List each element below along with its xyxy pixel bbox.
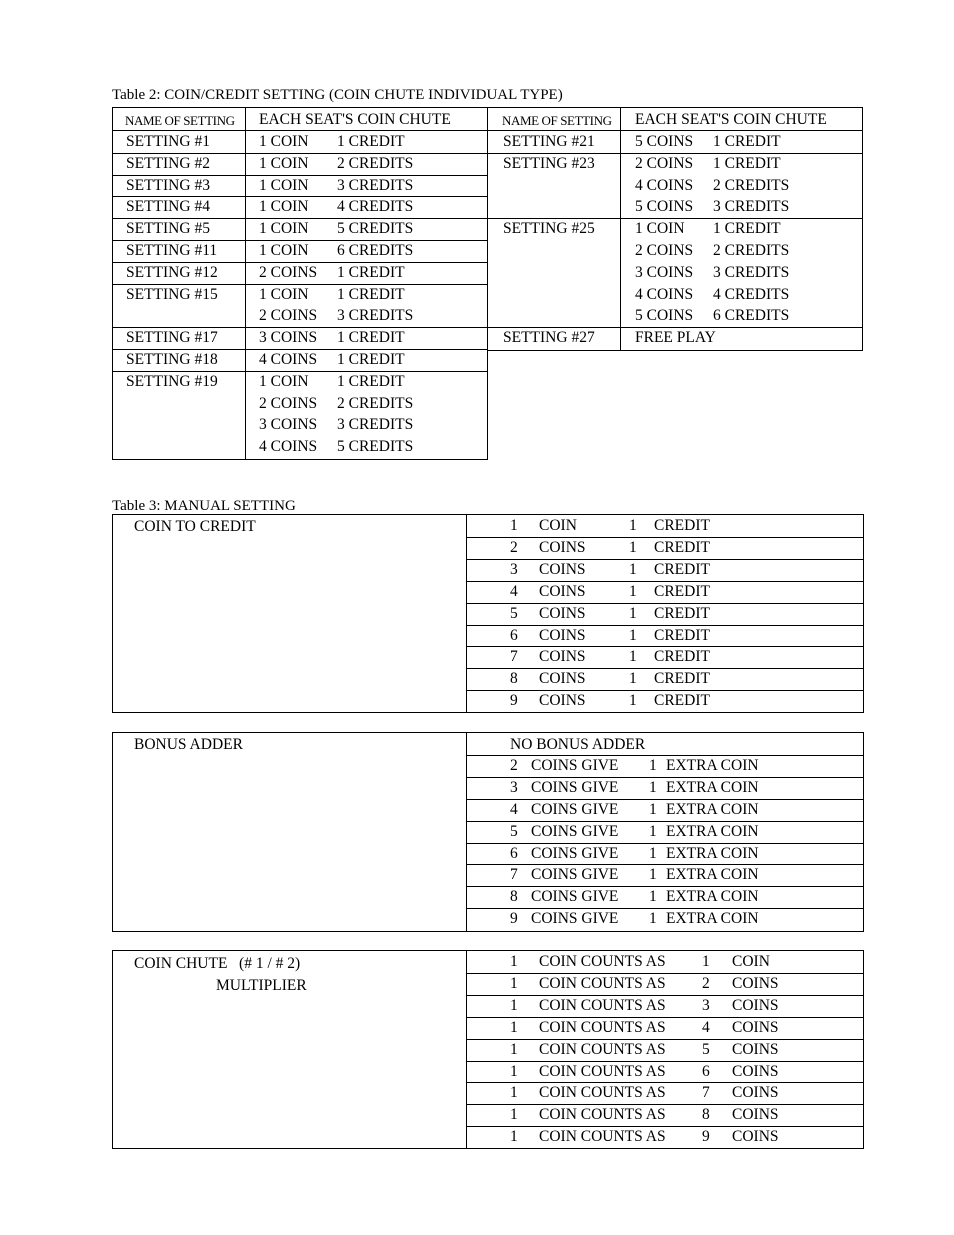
setting-name: SETTING #19 xyxy=(126,372,218,390)
table2-right-col-divider xyxy=(620,108,621,350)
coin-chute-multiplier-cell: COIN COUNTS AS xyxy=(539,1062,666,1080)
coin-chute-multiplier-cell: 3 xyxy=(702,996,710,1014)
bonus-adder-divider xyxy=(466,733,467,931)
setting-credits: 1 CREDIT xyxy=(337,372,405,390)
coin-to-credit-cell: 5 xyxy=(510,604,518,622)
bonus-adder-cell: COINS GIVE xyxy=(531,756,619,774)
coin-to-credit-cell: COIN xyxy=(539,517,577,534)
setting-credits: 1 CREDIT xyxy=(337,133,405,150)
coin-to-credit-cell: COINS xyxy=(539,560,586,578)
setting-coins: 3 COINS xyxy=(259,416,318,434)
setting-credits: 3 CREDITS xyxy=(713,263,790,281)
setting-coins: 1 COIN xyxy=(259,154,309,172)
coin-chute-multiplier-cell: COIN xyxy=(732,953,770,970)
bonus-adder-cell: 2 xyxy=(510,756,518,774)
bonus-adder-cell: EXTRA COIN xyxy=(666,888,759,906)
bonus-adder-cell: 6 xyxy=(510,844,518,862)
coin-to-credit-cell: 1 xyxy=(629,604,637,622)
coin-chute-multiplier-cell: COINS xyxy=(732,974,779,992)
setting-coins: 4 COINS xyxy=(259,438,318,456)
bonus-adder-row-separator xyxy=(466,864,863,865)
setting-coins: 1 COIN xyxy=(259,372,309,390)
setting-coins: 2 COINS xyxy=(259,307,318,325)
setting-name: SETTING #27 xyxy=(503,329,595,347)
coin-chute-multiplier-block xyxy=(112,950,864,1149)
setting-credits: 1 CREDIT xyxy=(337,329,405,347)
coin-chute-multiplier-divider xyxy=(466,951,467,1148)
setting-coins: 1 COIN xyxy=(259,133,309,150)
coin-to-credit-cell: 6 xyxy=(510,626,518,644)
coin-to-credit-cell: 1 xyxy=(629,560,637,578)
setting-coins: 5 COINS xyxy=(635,307,694,325)
table2-left-header-name: NAME OF SETTING xyxy=(125,113,235,128)
coin-chute-multiplier-cell: 1 xyxy=(510,1084,518,1102)
setting-coins: 1 COIN xyxy=(259,176,309,194)
coin-to-credit-cell: 1 xyxy=(629,538,637,556)
setting-credits: 3 CREDITS xyxy=(337,176,414,194)
coin-to-credit-cell: COINS xyxy=(539,648,586,666)
coin-to-credit-cell: 1 xyxy=(629,517,637,534)
coin-chute-multiplier-cell: 4 xyxy=(702,1018,710,1036)
setting-credits: 4 CREDITS xyxy=(337,198,414,216)
bonus-adder-cell: 3 xyxy=(510,778,518,796)
setting-coins: 3 COINS xyxy=(635,263,694,281)
setting-credits: 6 CREDITS xyxy=(337,242,414,259)
multiplier-label: MULTIPLIER xyxy=(216,977,307,994)
coin-to-credit-cell: CREDIT xyxy=(654,560,710,578)
setting-name: SETTING #12 xyxy=(126,263,218,281)
coin-chute-multiplier-cell: COINS xyxy=(732,996,779,1014)
coin-chute-multiplier-cell: 8 xyxy=(702,1106,710,1124)
setting-credits: 6 CREDITS xyxy=(713,307,790,325)
coin-chute-multiplier-cell: COIN COUNTS AS xyxy=(539,1128,666,1146)
table2-left xyxy=(112,107,488,460)
setting-credits: 2 CREDITS xyxy=(713,242,790,259)
bonus-adder-cell: 5 xyxy=(510,822,518,840)
coin-chute-label: COIN CHUTE (# 1 / # 2) xyxy=(134,955,301,972)
setting-name: SETTING #21 xyxy=(503,133,595,150)
coin-to-credit-cell: CREDIT xyxy=(654,604,710,622)
setting-coins: 2 COINS xyxy=(635,154,694,172)
setting-name: SETTING #18 xyxy=(126,351,218,368)
setting-credits: 4 CREDITS xyxy=(713,285,790,303)
coin-to-credit-label: COIN TO CREDIT xyxy=(134,518,256,535)
coin-to-credit-cell: COINS xyxy=(539,626,586,644)
bonus-adder-cell: COINS GIVE xyxy=(531,866,619,884)
coin-chute-multiplier-cell: 5 xyxy=(702,1040,710,1058)
coin-chute-multiplier-cell: 1 xyxy=(510,1128,518,1146)
setting-credits: 3 CREDITS xyxy=(713,198,790,216)
coin-to-credit-cell: CREDIT xyxy=(654,582,710,600)
bonus-adder-cell: 9 xyxy=(510,910,518,928)
coin-to-credit-cell: COINS xyxy=(539,604,586,622)
setting-name: SETTING #15 xyxy=(126,285,218,303)
setting-name: SETTING #1 xyxy=(126,133,210,150)
coin-chute-multiplier-cell: 1 xyxy=(510,953,518,970)
bonus-adder-label: BONUS ADDER xyxy=(134,736,243,753)
setting-credits: 5 CREDITS xyxy=(337,438,414,456)
setting-credits: 5 CREDITS xyxy=(337,220,414,238)
coin-to-credit-cell: 1 xyxy=(629,582,637,600)
setting-credits: 1 CREDIT xyxy=(337,263,405,281)
table2-left-header-chute: EACH SEAT'S COIN CHUTE xyxy=(259,111,451,128)
setting-name: SETTING #2 xyxy=(126,154,210,172)
bonus-adder-cell: COINS GIVE xyxy=(531,888,619,906)
coin-chute-multiplier-cell: 1 xyxy=(510,996,518,1014)
coin-chute-multiplier-cell: COINS xyxy=(732,1128,779,1146)
bonus-adder-row-separator xyxy=(466,908,863,909)
setting-credits: 1 CREDIT xyxy=(713,220,781,238)
setting-credits: 2 CREDITS xyxy=(337,394,414,412)
setting-coins: 5 COINS xyxy=(635,198,694,216)
coin-to-credit-cell: 8 xyxy=(510,670,518,688)
coin-chute-multiplier-cell: COIN COUNTS AS xyxy=(539,953,666,970)
bonus-adder-cell: 1 xyxy=(649,910,657,928)
coin-to-credit-cell: 7 xyxy=(510,648,518,666)
setting-coins: 1 COIN xyxy=(259,220,309,238)
setting-credits: 2 CREDITS xyxy=(713,176,790,194)
coin-to-credit-cell: CREDIT xyxy=(654,648,710,666)
coin-to-credit-divider xyxy=(466,515,467,712)
setting-coins: 4 COINS xyxy=(259,351,318,368)
coin-chute-multiplier-cell: COIN COUNTS AS xyxy=(539,1018,666,1036)
bonus-adder-cell: 1 xyxy=(649,844,657,862)
setting-coins: 1 COIN xyxy=(259,198,309,216)
coin-to-credit-cell: COINS xyxy=(539,538,586,556)
bonus-adder-row-separator xyxy=(466,755,863,756)
setting-name: SETTING #25 xyxy=(503,220,595,238)
setting-coins: 4 COINS xyxy=(635,285,694,303)
coin-chute-multiplier-cell: COIN COUNTS AS xyxy=(539,1040,666,1058)
coin-to-credit-block xyxy=(112,514,864,713)
bonus-adder-cell: COINS GIVE xyxy=(531,778,619,796)
bonus-adder-cell: 1 xyxy=(649,888,657,906)
coin-to-credit-cell: 4 xyxy=(510,582,518,600)
coin-chute-multiplier-cell: 1 xyxy=(510,1062,518,1080)
bonus-adder-cell: EXTRA COIN xyxy=(666,844,759,862)
coin-chute-multiplier-cell: COINS xyxy=(732,1062,779,1080)
setting-coins: 2 COINS xyxy=(259,263,318,281)
coin-to-credit-cell: COINS xyxy=(539,670,586,688)
bonus-adder-cell: 7 xyxy=(510,866,518,884)
header-separator xyxy=(488,130,862,131)
setting-name: SETTING #5 xyxy=(126,220,210,238)
bonus-adder-cell: COINS GIVE xyxy=(531,800,619,818)
bonus-adder-row-separator xyxy=(466,799,863,800)
setting-coins: 5 COINS xyxy=(635,133,694,150)
bonus-adder-cell: EXTRA COIN xyxy=(666,800,759,818)
bonus-adder-block xyxy=(112,732,864,932)
coin-to-credit-cell: CREDIT xyxy=(654,517,710,534)
coin-to-credit-cell: CREDIT xyxy=(654,670,710,688)
coin-chute-multiplier-cell: COIN COUNTS AS xyxy=(539,1106,666,1124)
setting-credits: 1 CREDIT xyxy=(337,351,405,368)
coin-chute-multiplier-cell: 2 xyxy=(702,974,710,992)
setting-name: SETTING #3 xyxy=(126,176,210,194)
bonus-adder-cell: 1 xyxy=(649,822,657,840)
coin-to-credit-cell: 3 xyxy=(510,560,518,578)
setting-value: FREE PLAY xyxy=(635,329,716,347)
setting-credits: 2 CREDITS xyxy=(337,154,414,172)
coin-chute-multiplier-cell: 1 xyxy=(702,953,710,970)
bonus-adder-cell: COINS GIVE xyxy=(531,844,619,862)
setting-name: SETTING #11 xyxy=(126,242,218,259)
table2-right xyxy=(487,107,863,351)
bonus-adder-cell: EXTRA COIN xyxy=(666,756,759,774)
bonus-adder-row-separator xyxy=(466,886,863,887)
setting-coins: 1 COIN xyxy=(635,220,685,238)
setting-coins: 2 COINS xyxy=(635,242,694,259)
coin-chute-multiplier-cell: 1 xyxy=(510,1018,518,1036)
bonus-adder-cell: COINS GIVE xyxy=(531,910,619,928)
bonus-adder-cell: EXTRA COIN xyxy=(666,866,759,884)
coin-chute-multiplier-cell: 6 xyxy=(702,1062,710,1080)
bonus-adder-row-separator xyxy=(466,777,863,778)
table2-right-header-name: NAME OF SETTING xyxy=(502,113,612,128)
coin-to-credit-cell: 1 xyxy=(629,692,637,710)
bonus-adder-cell: 1 xyxy=(649,778,657,796)
table2-caption: Table 2: COIN/CREDIT SETTING (COIN CHUTE INDIVIDUAL TYPE) xyxy=(112,87,563,103)
bonus-adder-cell: 1 xyxy=(649,756,657,774)
setting-name: SETTING #23 xyxy=(503,154,595,172)
setting-coins: 1 COIN xyxy=(259,285,309,303)
header-separator xyxy=(113,130,487,131)
coin-chute-multiplier-cell: COINS xyxy=(732,1084,779,1102)
bonus-adder-cell: EXTRA COIN xyxy=(666,822,759,840)
bonus-adder-cell: 1 xyxy=(649,800,657,818)
coin-chute-multiplier-cell: COINS xyxy=(732,1040,779,1058)
no-bonus-adder-text: NO BONUS ADDER xyxy=(510,736,646,753)
coin-chute-multiplier-cell: 1 xyxy=(510,974,518,992)
coin-chute-multiplier-cell: 7 xyxy=(702,1084,710,1102)
coin-chute-multiplier-cell: COINS xyxy=(732,1018,779,1036)
setting-coins: 1 COIN xyxy=(259,242,309,259)
coin-chute-multiplier-cell: COIN COUNTS AS xyxy=(539,996,666,1014)
coin-to-credit-cell: 2 xyxy=(510,538,518,556)
bonus-adder-cell: EXTRA COIN xyxy=(666,910,759,928)
coin-to-credit-cell: CREDIT xyxy=(654,692,710,710)
setting-coins: 3 COINS xyxy=(259,329,318,347)
coin-to-credit-cell: CREDIT xyxy=(654,626,710,644)
coin-chute-multiplier-cell: 9 xyxy=(702,1128,710,1146)
coin-chute-multiplier-cell: COIN COUNTS AS xyxy=(539,1084,666,1102)
coin-to-credit-cell: COINS xyxy=(539,692,586,710)
coin-to-credit-cell: 1 xyxy=(629,670,637,688)
bonus-adder-cell: 1 xyxy=(649,866,657,884)
bonus-adder-cell: EXTRA COIN xyxy=(666,778,759,796)
bonus-adder-cell: 4 xyxy=(510,800,518,818)
coin-to-credit-cell: 1 xyxy=(629,626,637,644)
coin-chute-multiplier-cell: 1 xyxy=(510,1106,518,1124)
setting-coins: 4 COINS xyxy=(635,176,694,194)
coin-chute-multiplier-cell: 1 xyxy=(510,1040,518,1058)
setting-credits: 1 CREDIT xyxy=(713,133,781,150)
setting-credits: 1 CREDIT xyxy=(337,285,405,303)
coin-to-credit-cell: COINS xyxy=(539,582,586,600)
setting-credits: 3 CREDITS xyxy=(337,416,414,434)
bonus-adder-cell: 8 xyxy=(510,888,518,906)
table3-caption: Table 3: MANUAL SETTING xyxy=(112,498,296,514)
setting-credits: 1 CREDIT xyxy=(713,154,781,172)
bonus-adder-row-separator xyxy=(466,843,863,844)
table2-right-header-chute: EACH SEAT'S COIN CHUTE xyxy=(635,111,827,128)
coin-to-credit-cell: 1 xyxy=(629,648,637,666)
setting-coins: 2 COINS xyxy=(259,394,318,412)
coin-chute-multiplier-cell: COIN COUNTS AS xyxy=(539,974,666,992)
setting-name: SETTING #17 xyxy=(126,329,218,347)
setting-credits: 3 CREDITS xyxy=(337,307,414,325)
coin-chute-multiplier-cell: COINS xyxy=(732,1106,779,1124)
bonus-adder-cell: COINS GIVE xyxy=(531,822,619,840)
bonus-adder-row-separator xyxy=(466,821,863,822)
setting-name: SETTING #4 xyxy=(126,198,210,216)
coin-to-credit-cell: CREDIT xyxy=(654,538,710,556)
coin-to-credit-cell: 1 xyxy=(510,517,518,534)
coin-to-credit-cell: 9 xyxy=(510,692,518,710)
